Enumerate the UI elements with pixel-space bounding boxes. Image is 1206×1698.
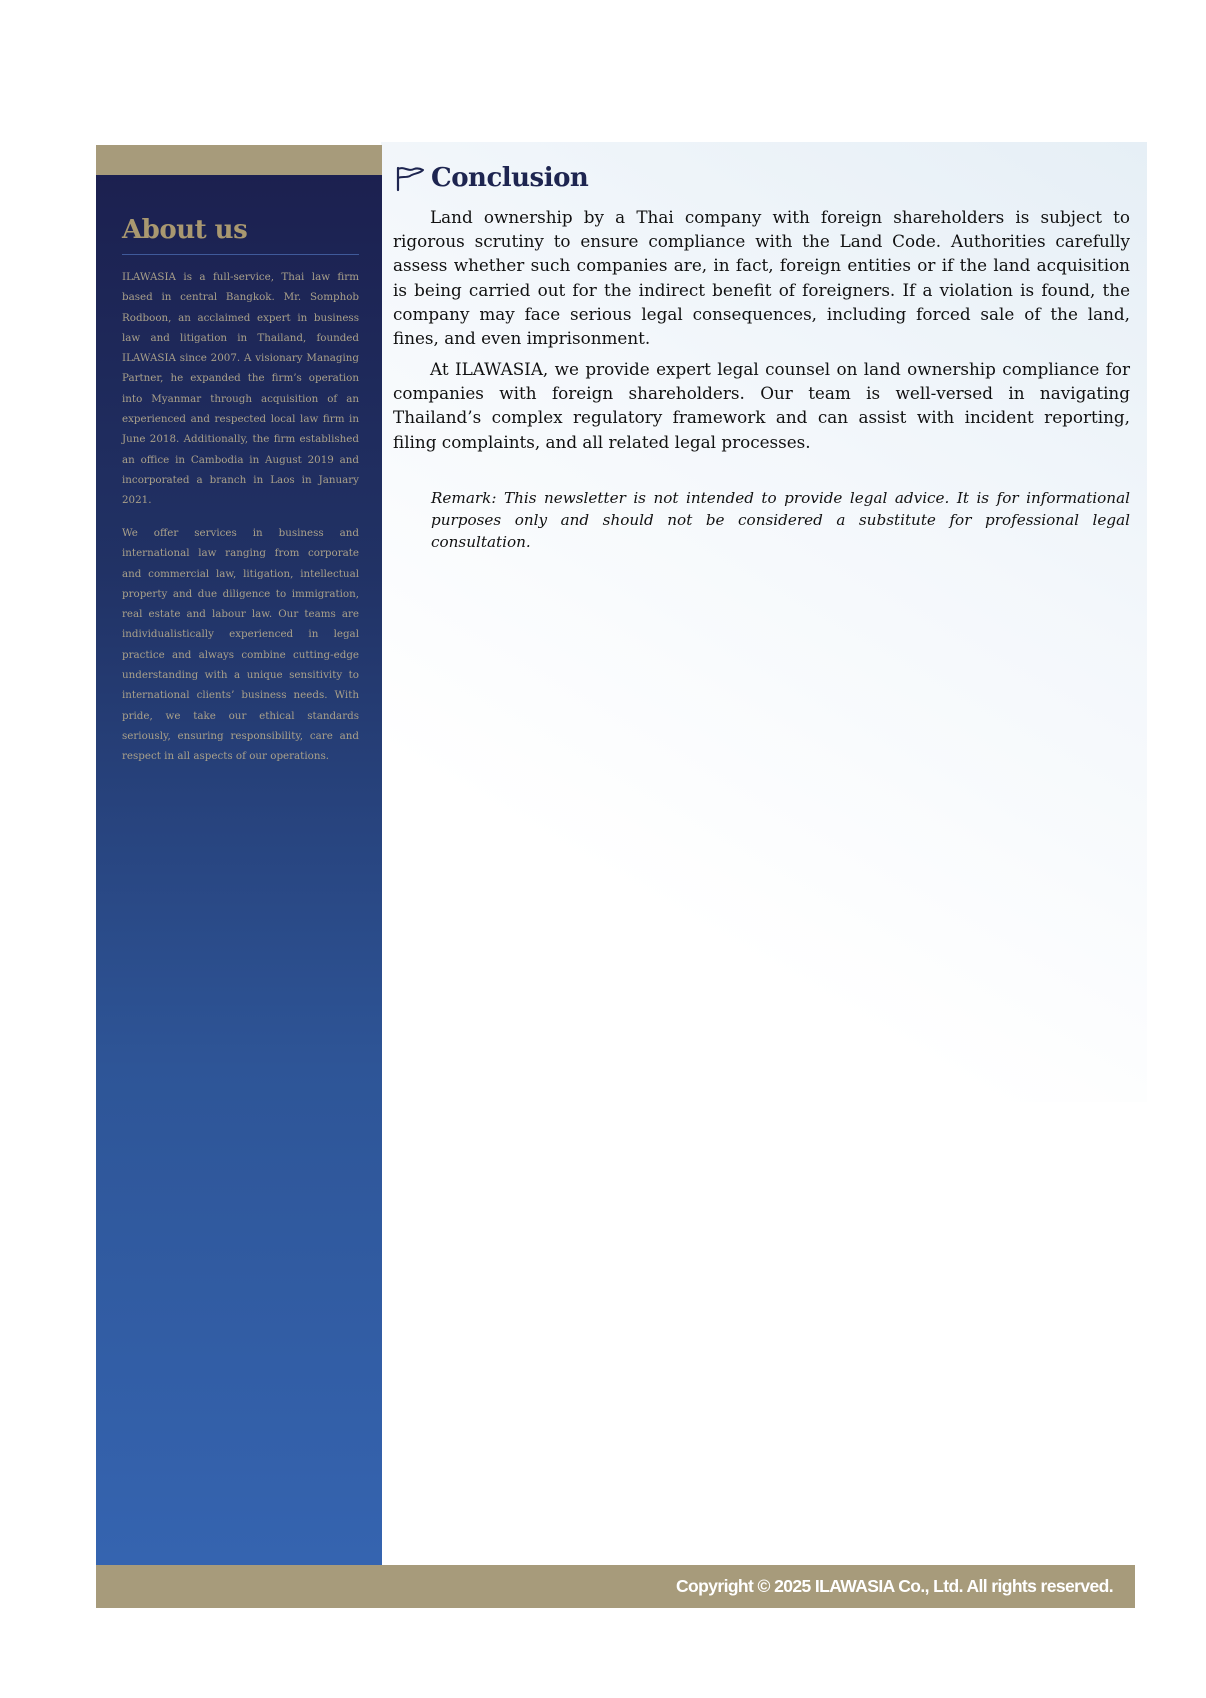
conclusion-paragraph-1: Land ownership by a Thai company with foreign shareholders is subject to rigorous scrutiny to ensure compliance with the Land Code. Authorities carefully assess whether such companies are, in fact, foreign entities or if the land acquisition is being carried out for the indirect benefit of foreigners. If a violation is found, the company may face serious legal consequences, including forced sale of the land, fines, and even imprisonment. bbox=[393, 207, 1130, 349]
about-divider bbox=[122, 254, 359, 255]
conclusion-paragraph-2: At ILAWASIA, we provide expert legal counsel on land ownership compliance for companies with foreign shareholders. Our team is well-versed in navigating Thailand’s complex regulatory framework and can assist with incident reporting, filing complaints, and all related legal processes. bbox=[393, 359, 1130, 452]
flag-icon bbox=[395, 166, 425, 192]
about-paragraph-2: We offer services in business and international law ranging from corporate and commercial law, litigation, intellectual property and due diligence to immigration, real estate and labour law. Our teams are individualistically experienced in legal practice and always combine cutting-edge understanding with a unique sensitivity to international clients’ business needs. With pride, we take our ethical standards seriously, ensuring responsibility, care and respect in all aspects of our operations. bbox=[122, 527, 359, 763]
sidebar-top-accent-bar bbox=[96, 145, 382, 175]
about-paragraph-1: ILAWASIA is a full-service, Thai law firm based in central Bangkok. Mr. Somphob Rodboon, an acclaimed expert in business law and litigation in Thailand, founded ILAWASIA since 2007. A visionary Managing Partner, he expanded the firm’s operation into Myanmar through acquisition of an experienced and respected local law firm in June 2018. Additionally, the firm established an office in Cambodia in August 2019 and incorporated a branch in Laos in January 2021. bbox=[122, 271, 359, 507]
about-us-heading: About us bbox=[122, 215, 248, 245]
copyright-text: Copyright © 2025 ILAWASIA Co., Ltd. All rights reserved. bbox=[676, 1576, 1113, 1596]
remark-disclaimer: Remark: This newsletter is not intended to provide legal advice. It is for informational purposes only and should not be considered a substitute for professional legal consultation. bbox=[431, 489, 1130, 551]
footer-bar bbox=[96, 1565, 1135, 1608]
conclusion-heading: Conclusion bbox=[431, 163, 589, 193]
